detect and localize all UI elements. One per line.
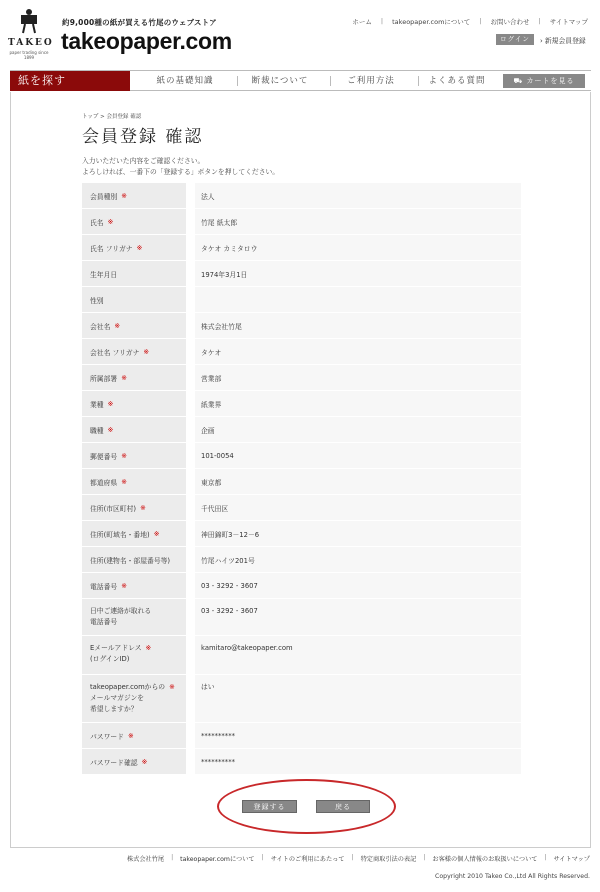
required-mark: ※ <box>121 477 127 486</box>
separator: | <box>380 17 384 25</box>
table-row <box>82 339 521 365</box>
nav-item-howto[interactable]: ご利用方法 <box>347 76 395 86</box>
field-value: 法人 <box>195 183 521 208</box>
field-value: 竹尾ハイツ201号 <box>195 547 521 572</box>
field-label <box>82 313 186 338</box>
breadcrumb: トップ > 会員登録 確認 <box>82 114 142 120</box>
nav-item-faq[interactable]: よくある質問 <box>428 76 486 86</box>
separator: | <box>351 854 354 861</box>
table-row <box>82 675 521 723</box>
util-link-about[interactable]: takeopaper.comについて <box>392 18 471 26</box>
separator: | <box>261 854 264 861</box>
required-mark: ※ <box>141 757 148 766</box>
field-label <box>82 287 186 312</box>
field-value: 千代田区 <box>195 495 521 520</box>
submit-register-button[interactable]: 登録する <box>242 800 297 813</box>
table-row <box>82 749 521 775</box>
intro-line-2: よろしければ、一番下の「登録する」ボタンを押してください。 <box>82 168 280 176</box>
table-row <box>82 209 521 235</box>
util-link-sitemap[interactable]: サイトマップ <box>549 18 588 26</box>
field-value: ********** <box>195 749 521 774</box>
field-label <box>82 636 186 674</box>
table-row <box>82 313 521 339</box>
field-label <box>82 749 186 774</box>
field-label-text: 会社名 <box>90 322 111 331</box>
field-value: 神田錦町3－12－6 <box>195 521 521 546</box>
field-label <box>82 723 186 748</box>
field-value <box>195 287 521 312</box>
table-row <box>82 573 521 599</box>
logo-since-text: paper trading since 1899 <box>9 50 49 60</box>
table-row <box>82 636 521 675</box>
intro-line-1: 入力いただいた内容をご確認ください。 <box>82 157 205 165</box>
field-label-text: 氏名 フリガナ <box>90 244 133 253</box>
table-row <box>82 417 521 443</box>
field-value: 竹尾 紙太郎 <box>195 209 521 234</box>
confirmation-table <box>82 183 521 775</box>
intro-text <box>82 156 279 178</box>
field-label <box>82 521 186 546</box>
footer-link-about[interactable]: takeopaper.comについて <box>180 856 255 863</box>
footer-link-privacy[interactable]: お客様の個人情報のお取扱いについて <box>432 856 538 863</box>
required-mark: ※ <box>136 243 143 252</box>
required-mark: ※ <box>169 683 175 691</box>
field-value: 紙業界 <box>195 391 521 416</box>
field-label <box>82 675 186 722</box>
field-label <box>82 235 186 260</box>
field-label-text: 住所(建物名・部屋番号等) <box>90 556 171 565</box>
required-mark: ※ <box>121 451 127 460</box>
takeo-logo[interactable] <box>8 8 54 62</box>
field-value: 企画 <box>195 417 521 442</box>
required-mark: ※ <box>107 425 114 434</box>
field-label-text: 住所(町域名・番地) <box>90 530 150 539</box>
util-link-contact[interactable]: お問い合わせ <box>490 18 530 26</box>
field-label-text: 性別 <box>90 296 104 305</box>
field-label <box>82 547 186 572</box>
required-mark: ※ <box>121 191 127 200</box>
separator: | <box>171 854 174 861</box>
register-link[interactable] <box>540 35 586 45</box>
table-row <box>82 287 521 313</box>
logo-brand-text: TAKEO <box>8 38 54 48</box>
field-value: タケオ カミタロウ <box>195 235 521 260</box>
field-label <box>82 183 186 208</box>
field-value: はい <box>195 675 521 722</box>
field-label-text: パスワード <box>90 732 124 741</box>
site-title[interactable]: takeopaper.com <box>61 28 232 54</box>
required-mark: ※ <box>107 217 114 226</box>
register-link-label: 新規会員登録 <box>544 37 586 45</box>
view-cart-label: カートを見る <box>526 77 575 85</box>
cart-icon: ⛟ <box>513 77 527 85</box>
table-row <box>82 391 521 417</box>
field-label <box>82 417 186 442</box>
field-value: 03 - 3292 - 3607 <box>195 599 521 635</box>
nav-search-paper[interactable]: 紙を探す <box>10 71 130 91</box>
footer-link-commerce-law[interactable]: 特定商取引法の表記 <box>360 856 417 863</box>
separator: | <box>423 854 426 861</box>
table-row <box>82 261 521 287</box>
footer-link-sitemap[interactable]: サイトマップ <box>553 856 590 863</box>
field-value: 営業部 <box>195 365 521 390</box>
table-row <box>82 235 521 261</box>
field-label-text: 会員種別 <box>90 192 118 201</box>
field-label-text: 業種 <box>90 400 104 409</box>
required-mark: ※ <box>121 373 127 382</box>
field-label-text: Eメールアドレス (ログインID) <box>90 644 142 663</box>
table-row <box>82 521 521 547</box>
porter-figure-icon <box>18 8 40 34</box>
table-row <box>82 365 521 391</box>
field-label-text: 住所(市区町村) <box>90 504 137 513</box>
field-value: タケオ <box>195 339 521 364</box>
footer-links <box>127 854 590 863</box>
field-label <box>82 209 186 234</box>
table-row <box>82 495 521 521</box>
field-label-text: takeopaper.comからの メールマガジンを 希望しますか？ <box>90 683 166 713</box>
chevron-right-icon: › <box>540 37 543 45</box>
field-label-text: パスワード確認 <box>90 758 138 767</box>
field-label <box>82 443 186 468</box>
field-label <box>82 573 186 598</box>
view-cart-button[interactable] <box>503 74 585 88</box>
separator: | <box>479 17 482 25</box>
field-value: 1974年3月1日 <box>195 261 521 286</box>
field-label-text: 日中ご連絡が取れる 電話番号 <box>90 607 152 626</box>
field-label <box>82 391 186 416</box>
field-label <box>82 339 186 364</box>
field-label-text: 電話番号 <box>90 582 118 591</box>
field-label-text: 郵便番号 <box>90 452 118 461</box>
util-link-home[interactable]: ホーム <box>352 18 372 26</box>
table-row <box>82 723 521 749</box>
back-button[interactable]: 戻る <box>316 800 370 813</box>
field-label <box>82 495 186 520</box>
field-label <box>82 261 186 286</box>
table-row <box>82 183 521 209</box>
field-value: 101-0054 <box>195 443 521 468</box>
field-label <box>82 365 186 390</box>
field-label-text: 氏名 <box>90 218 104 227</box>
required-mark: ※ <box>143 347 150 356</box>
required-mark: ※ <box>114 321 121 330</box>
table-row <box>82 547 521 573</box>
global-nav <box>10 70 591 91</box>
site-header <box>0 0 600 70</box>
required-mark: ※ <box>127 731 134 740</box>
required-mark: ※ <box>121 581 127 590</box>
required-mark: ※ <box>140 503 146 512</box>
field-label-text: 所属部署 <box>90 374 118 383</box>
footer-link-company[interactable]: 株式会社竹尾 <box>126 856 165 863</box>
table-row <box>82 599 521 636</box>
field-label-text: 会社名 フリガナ <box>90 348 140 357</box>
required-mark: ※ <box>153 529 160 538</box>
field-label-text: 都道府県 <box>90 478 118 487</box>
required-mark: ※ <box>145 644 152 652</box>
copyright: Copyright 2010 Takeo Co.,Ltd All Rights Reserved. <box>435 873 590 880</box>
required-mark: ※ <box>107 399 114 408</box>
page-title: 会員登録 確認 <box>82 127 204 147</box>
field-value: 東京都 <box>195 469 521 494</box>
field-value: ********** <box>195 723 521 748</box>
separator: | <box>538 17 541 25</box>
login-button[interactable]: ログイン <box>496 34 534 45</box>
field-label <box>82 599 186 635</box>
nav-item-basics[interactable]: 紙の基礎知識 <box>156 76 214 86</box>
field-label <box>82 469 186 494</box>
footer-link-terms[interactable]: サイトのご利用にあたって <box>270 856 345 863</box>
field-value: 株式会社竹尾 <box>195 313 521 338</box>
field-label-text: 職種 <box>90 426 104 435</box>
site-tagline: 約9,000種の紙が買える竹尾のウェブストア <box>62 18 217 27</box>
table-row <box>82 443 521 469</box>
utility-links <box>352 17 588 26</box>
table-row <box>82 469 521 495</box>
nav-item-cutting[interactable]: 断裁について <box>251 76 309 86</box>
field-label-text: 生年月日 <box>90 270 118 279</box>
separator: | <box>544 854 547 861</box>
field-value: 03 - 3292 - 3607 <box>195 573 521 598</box>
field-value: kamitaro@takeopaper.com <box>195 636 521 674</box>
